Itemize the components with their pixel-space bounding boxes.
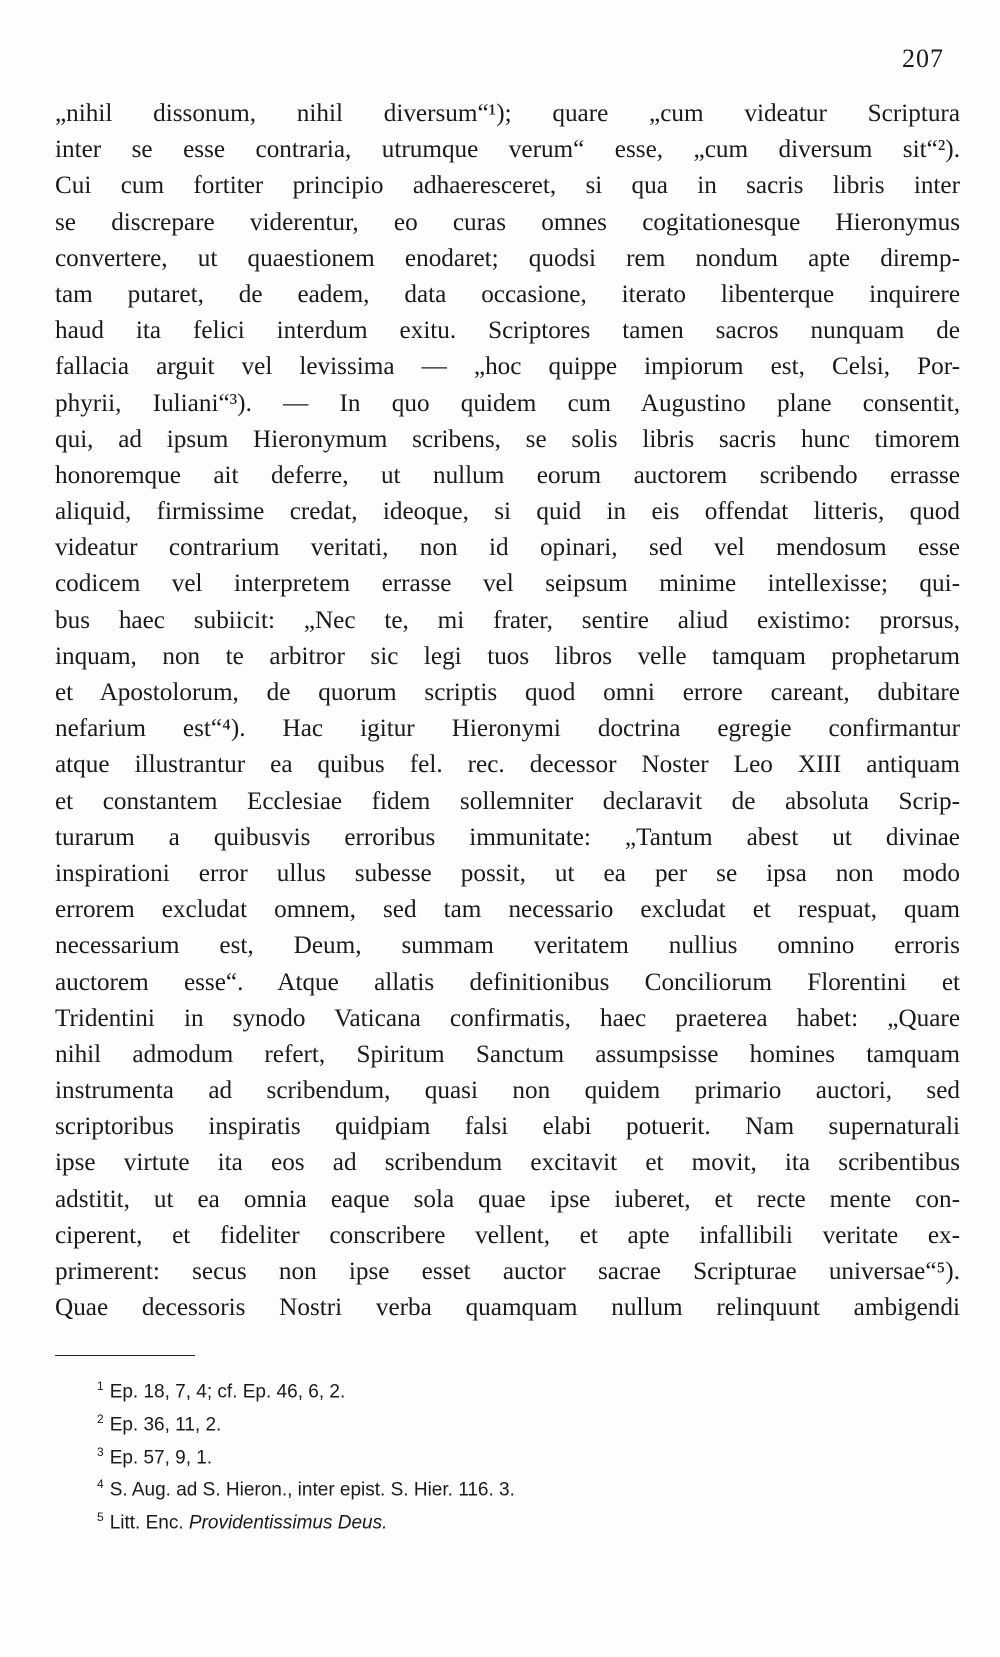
footnote-mark: 4 [97, 1477, 104, 1492]
footnote-text: Ep. 18, 7, 4; cf. Ep. 46, 6, 2. [109, 1381, 346, 1403]
text-line: ciperent, et fideliter conscribere vellent, et apte infallibili veritate ex- [55, 1221, 960, 1249]
text-line: primerent: secus non ipse esset auctor sacrae Scripturae universae“⁵). [55, 1258, 960, 1285]
footnote-item [97, 1471, 897, 1504]
text-line: honoremque ait deferre, ut nullum eorum auctorem scribendo errasse [55, 461, 960, 489]
text-line: tam putaret, de eadem, data occasione, iterato libenterque inquirere [55, 280, 960, 308]
text-line: aliquid, firmissime credat, ideoque, si quid in eis offendat litteris, quod [55, 498, 960, 526]
text-line: phyrii, Iuliani“³). — In quo quidem cum Augustino plane consentit, [55, 389, 960, 417]
text-line: Tridentini in synodo Vaticana confirmatis, haec praeterea habet: „Quare [55, 1004, 960, 1032]
text-line: atque illustrantur ea quibus fel. rec. decessor Noster Leo XIII antiquam [55, 751, 960, 779]
text-line: „nihil dissonum, nihil diversum“¹); quare „cum videatur Scriptura [55, 100, 960, 127]
text-line: errorem excludat omnem, sed tam necessario excludat et respuat, quam [55, 896, 960, 924]
footnote-text: S. Aug. ad S. Hieron., inter epist. S. Hier. 116. 3. [109, 1479, 515, 1501]
footnote-text: Ep. 36, 11, 2. [109, 1414, 222, 1436]
footnote-item [97, 1504, 897, 1537]
text-line: haud ita felici interdum exitu. Scriptores tamen sacros nunquam de [55, 317, 960, 345]
text-line: necessarium est, Deum, summam veritatem nullius omnino erroris [55, 932, 960, 960]
footnote-mark: 3 [97, 1444, 104, 1459]
text-line: adstitit, ut ea omnia eaque sola quae ipse iuberet, et recte mente con- [55, 1185, 960, 1213]
footnote-text: Litt. Enc. [109, 1512, 189, 1534]
text-line: videatur contrarium veritati, non id opinari, sed vel mendosum esse [55, 534, 960, 562]
text-line: et constantem Ecclesiae fidem sollemniter declaravit de absoluta Scrip- [55, 787, 960, 815]
text-line: instrumenta ad scribendum, quasi non quidem primario auctori, sed [55, 1077, 960, 1105]
text-line: et Apostolorum, de quorum scriptis quod omni errore careant, dubitare [55, 679, 960, 706]
text-line: turarum a quibusvis erroribus immunitate: „Tantum abest ut divinae [55, 823, 960, 851]
text-line: convertere, ut quaestionem enodaret; quodsi rem nondum apte diremp- [55, 244, 960, 272]
footnote-italic-title: Providentissimus Deus. [188, 1512, 388, 1534]
page-number: 207 [902, 44, 944, 73]
text-line: Cui cum fortiter principio adhaeresceret, si qua in sacris libris inter [55, 172, 960, 200]
footnote-mark: 2 [97, 1411, 104, 1426]
text-line: nihil admodum refert, Spiritum Sanctum assumpsisse homines tamquam [55, 1040, 960, 1068]
footnote-mark: 1 [97, 1379, 104, 1393]
text-line: bus haec subiicit: „Nec te, mi frater, sentire aliud existimo: prorsus, [55, 606, 960, 634]
footnote-text: Ep. 57, 9, 1. [109, 1446, 213, 1468]
text-line: codicem vel interpretem errasse vel seipsum minime intellexisse; qui- [55, 570, 960, 598]
text-line: inquam, non te arbitror sic legi tuos libros velle tamquam prophetarum [55, 642, 960, 670]
footnote-divider [55, 1355, 195, 1356]
footnote-item [97, 1439, 897, 1472]
footnote-item [97, 1373, 897, 1406]
body-text [55, 96, 960, 1326]
text-line: qui, ad ipsum Hieronymum scribens, se solis libris sacris hunc timorem [55, 425, 960, 453]
text-line: ipse virtute ita eos ad scribendum excitavit et movit, ita scribentibus [55, 1149, 960, 1177]
footnote-mark: 5 [97, 1510, 104, 1525]
text-line: Quae decessoris Nostri verba quamquam nullum relinquunt ambigendi [55, 1294, 960, 1322]
text-line: se discrepare viderentur, eo curas omnes cogitationesque Hieronymus [55, 208, 960, 236]
text-line: fallacia arguit vel levissima — „hoc quippe impiorum est, Celsi, Por- [55, 353, 960, 381]
text-line: inter se esse contraria, utrumque verum“ esse, „cum diversum sit“²). [55, 136, 960, 164]
footnotes [97, 1373, 897, 1537]
text-line: nefarium est“⁴). Hac igitur Hieronymi doctrina egregie confirmantur [55, 715, 960, 743]
text-line: auctorem esse“. Atque allatis definitionibus Conciliorum Florentini et [55, 968, 960, 996]
text-line: scriptoribus inspiratis quidpiam falsi elabi potuerit. Nam supernaturali [55, 1113, 960, 1141]
footnote-item [97, 1406, 897, 1439]
text-line: inspirationi error ullus subesse possit, ut ea per se ipsa non modo [55, 859, 960, 887]
